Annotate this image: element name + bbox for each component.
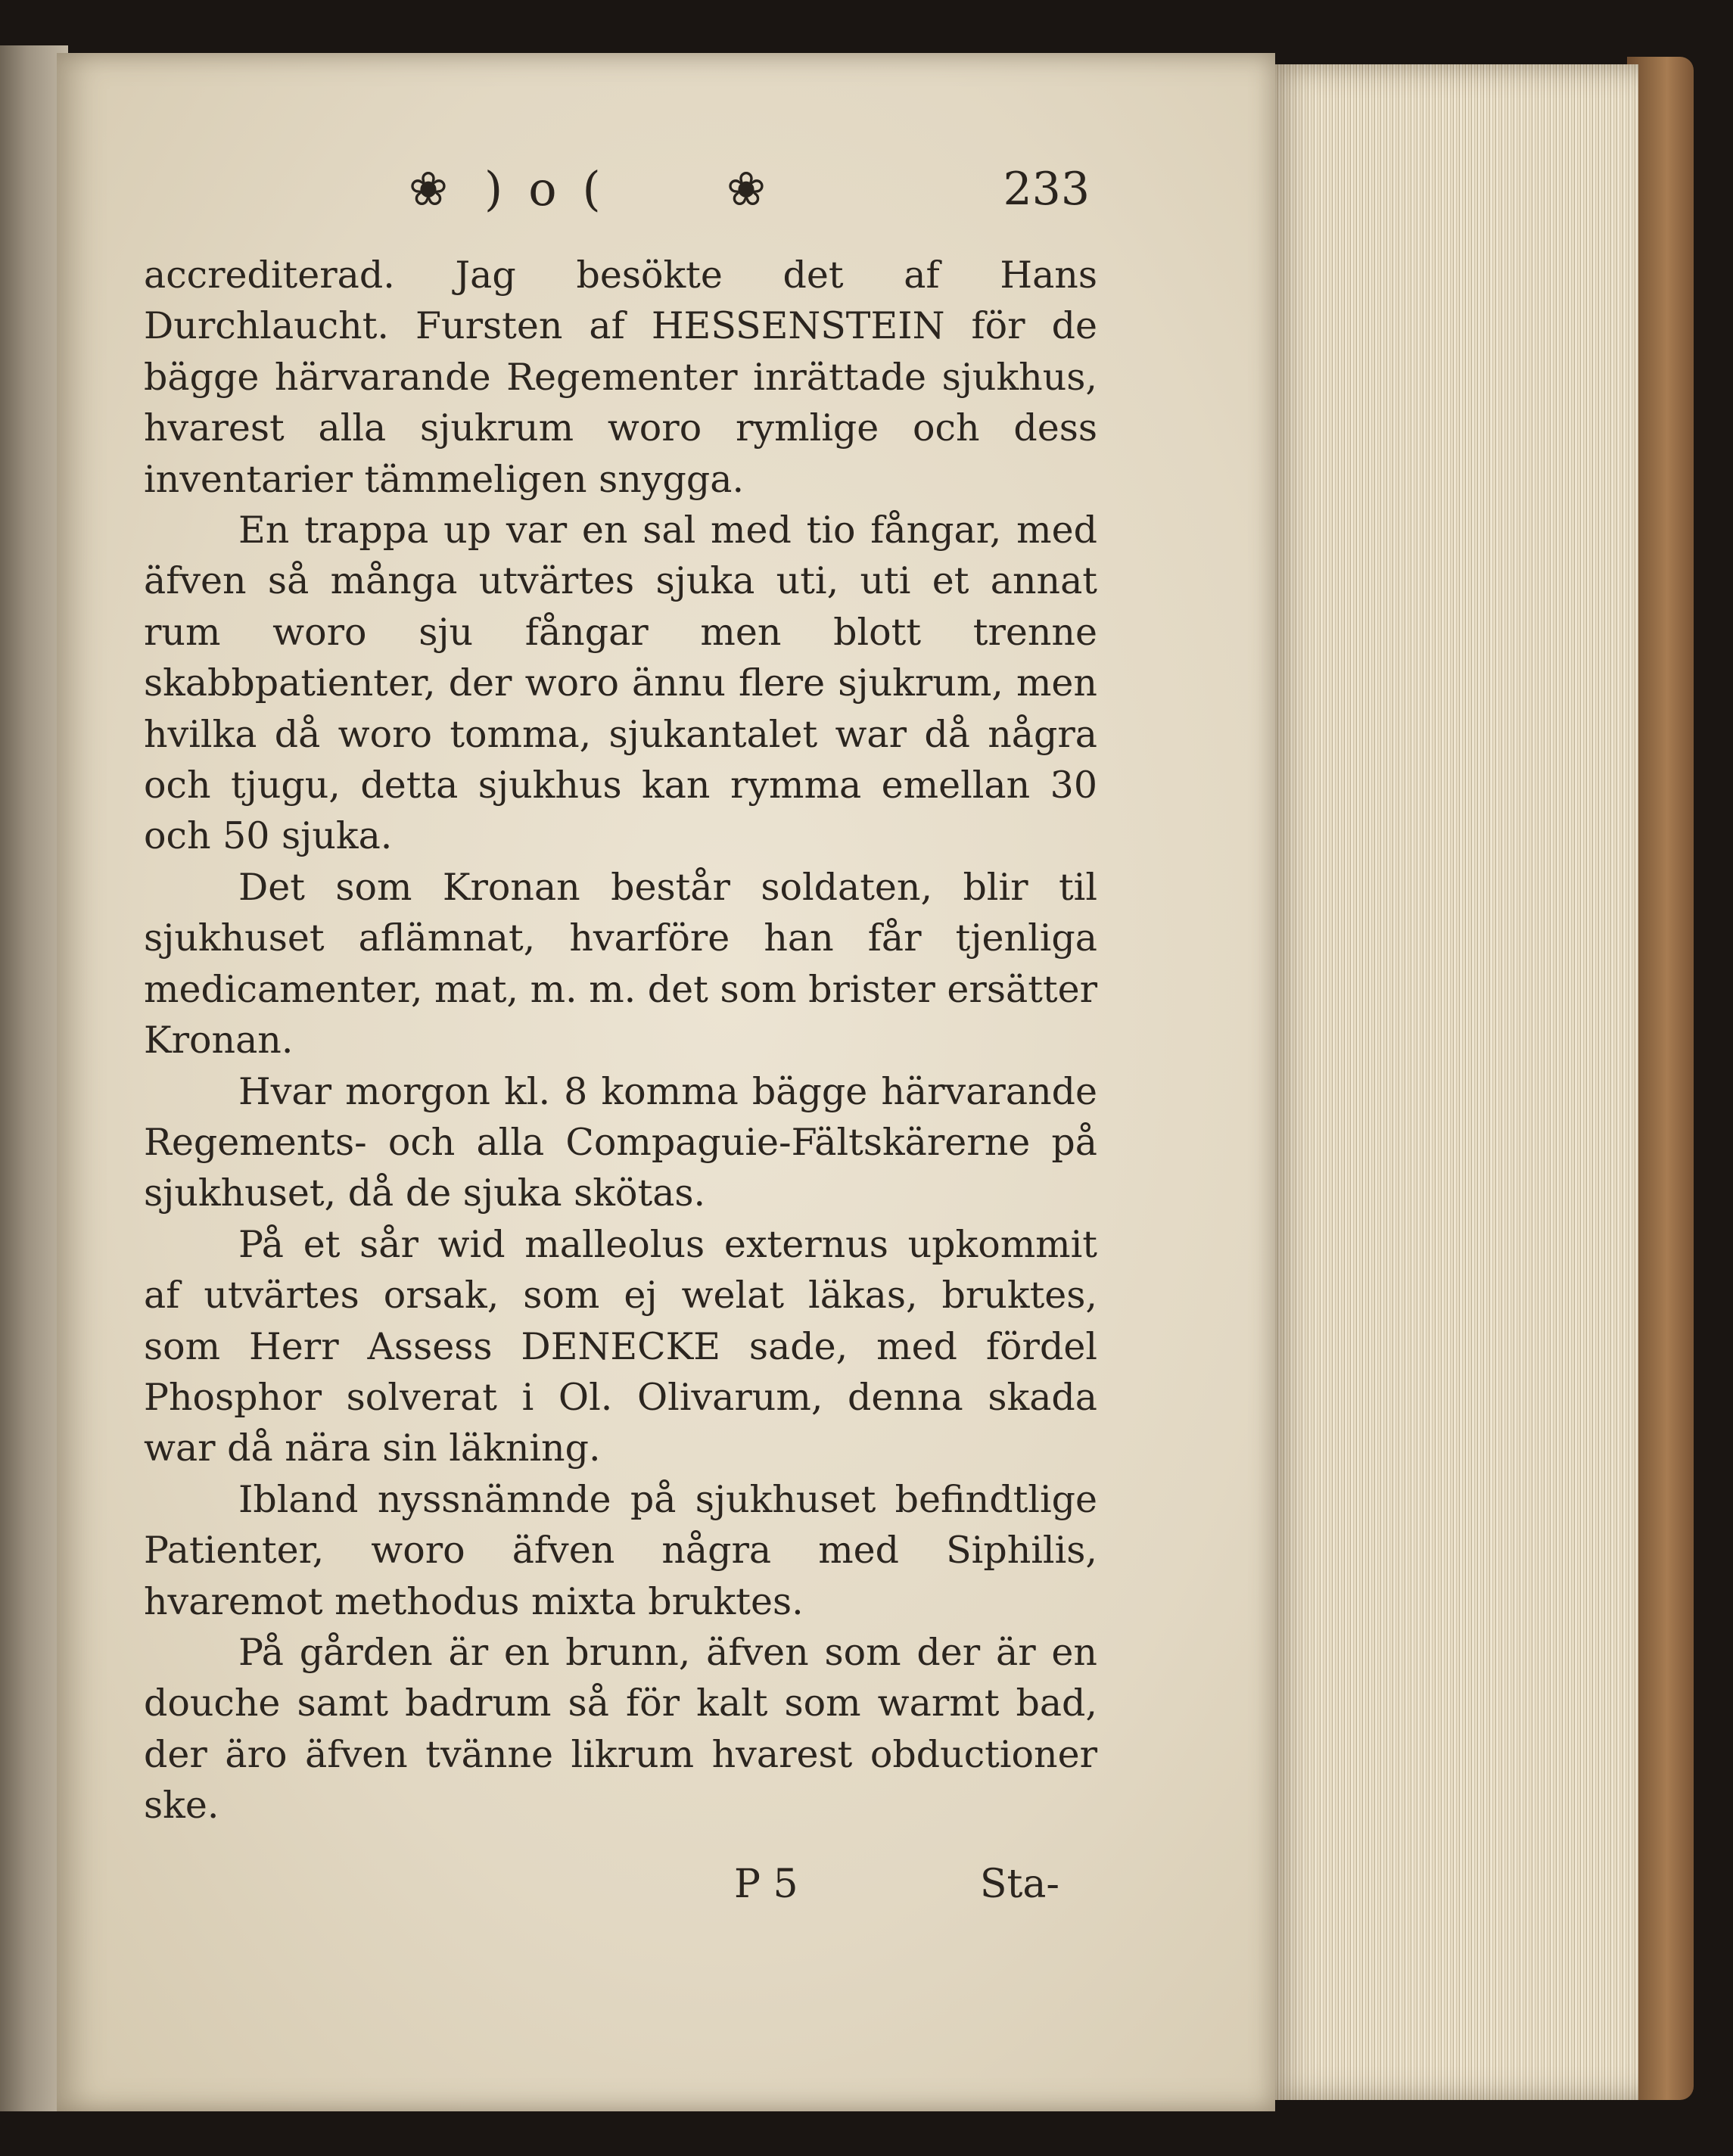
flower-ornament-icon: ❀ xyxy=(409,161,448,216)
paragraph: På gården är en brunn, äfven som der är en douche samt badrum så för kalt som warmt bad, der äro äfven tvänne likrum hvarest obductioner ske. xyxy=(144,1630,1097,1828)
catchword: Sta- xyxy=(979,1862,1059,1907)
paragraph: accrediterad. Jag besökte det af Hans Durchlaucht. Fursten af HESSENSTEIN för de bägge härvarande Regementer inrättade sjukhus, hvarest alla sjukrum woro rymlige och dess inventarier tämmeligen snygga. xyxy=(144,254,1097,501)
running-header xyxy=(144,155,1097,223)
body-text xyxy=(144,250,1097,1831)
paragraph: Hvar morgon kl. 8 komma bägge härvarande Regements- och alla Compaguie-Fältskärerne på sjukhuset, då de sjuka skötas. xyxy=(144,1069,1097,1215)
signature-mark: P 5 xyxy=(734,1862,798,1907)
paragraph: Ibland nyssnämnde på sjukhuset befindtlige Patienter, woro äfven några med Siphilis, hvaremot methodus mixta bruktes. xyxy=(144,1477,1097,1623)
page-block-edges xyxy=(1260,64,1638,2100)
header-marks: )o( xyxy=(484,161,627,216)
paragraph: En trappa up var en sal med tio fångar, med äfven så många utvärtes sjuka uti, uti et annat rum woro sju fångar men blott trenne skabbpatienter, der woro ännu flere sjukrum, men hvilka då woro tomma, sjukantalet war då några och tjugu, detta sjukhus kan rymma emellan 30 och 50 sjuka. xyxy=(144,509,1097,858)
flower-ornament-icon: ❀ xyxy=(726,161,766,216)
page-footer xyxy=(144,1854,1097,1915)
paragraph: På et sår wid malleolus externus upkommit af utvärtes orsak, som ej welat läkas, bruktes, som Herr Assess DENECKE sade, med fördel Phosphor solverat i Ol. Olivarum, denna skada war då nära sin läkning. xyxy=(144,1222,1097,1470)
paragraph: Det som Kronan består soldaten, blir til sjukhuset aflämnat, hvarföre han får tjenliga medicamenter, mat, m. m. det som brister ersätter Kronan. xyxy=(144,865,1098,1062)
page-number: 233 xyxy=(1003,163,1090,216)
